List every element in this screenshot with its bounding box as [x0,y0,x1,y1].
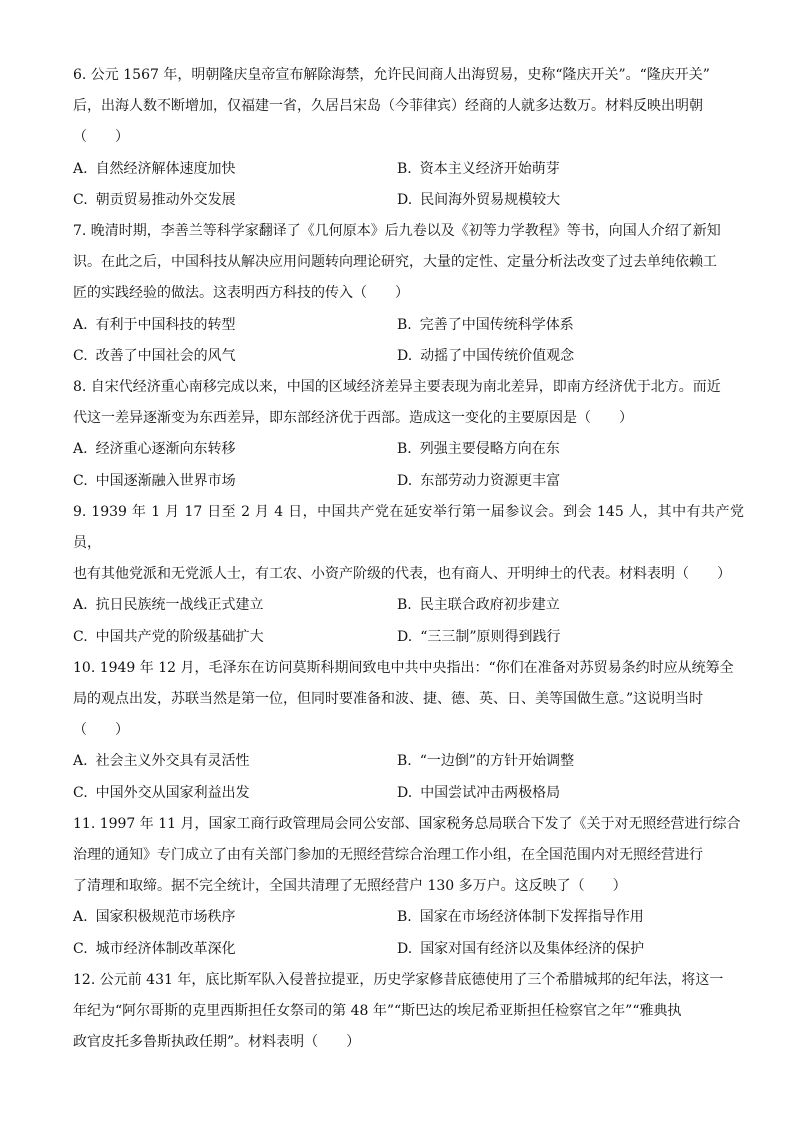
answer-option[interactable] [73,934,397,965]
option-text: 动摇了中国传统价值观念 [420,347,575,364]
answer-option[interactable] [397,778,744,809]
question-text-line: 也有其他党派和无党派人士，有工农、小资产阶级的代表，也有商人、开明绅士的代表。材料表明（ ） [73,566,731,583]
option-text: 自然经济解体速度加快 [95,160,236,177]
question-text-line: 8. 自宋代经济重心南移完成以来，中国的区域经济差异主要表现为南北差异，即南方经济优于北方。而近 [73,379,721,396]
option-text: “一边倒”的方针开始调整 [419,753,575,770]
question-block [73,372,744,497]
option-label: A. [73,909,88,926]
answer-option[interactable] [73,154,397,185]
option-label: D. [397,784,413,801]
answer-option[interactable] [73,902,397,933]
option-text: 有利于中国科技的转型 [95,316,236,333]
answer-option[interactable] [73,778,397,809]
answer-option[interactable] [73,746,397,777]
question-text-line: 后，出海人数不断增加，仅福建一省，久居吕宋岛（今菲律宾）经商的人就多达数万。材料反映出明朝 [73,98,703,115]
option-text: “三三制”原则得到践行 [420,628,561,645]
answer-option[interactable] [73,185,397,216]
options-grid [73,154,744,216]
question-text-line: 局的观点出发，苏联当然是第一位，但同时要准备和波、捷、德、英、日、美等国做生意。”这说明当时 [73,691,704,708]
option-text: 国家积极规范市场秩序 [95,909,236,926]
options-grid [73,746,744,808]
option-text: 中国共产党的阶级基础扩大 [95,628,264,645]
question-block [73,809,744,965]
question-text-line: 7. 晚清时期，李善兰等科学家翻译了《几何原本》后九卷以及《初等力学教程》等书，向国人介绍了新知 [73,223,721,240]
option-label: C. [73,191,88,208]
options-grid [73,310,744,372]
option-text: 改善了中国社会的风气 [95,347,236,364]
options-grid [73,590,744,652]
question-block [73,60,744,216]
question-text-line: （ ） [73,722,129,739]
option-label: A. [73,316,88,333]
answer-option[interactable] [73,434,397,465]
option-label: C. [73,347,88,364]
question-block [73,497,744,653]
option-label: D. [397,940,413,957]
option-label: B. [397,753,412,770]
option-text: 民间海外贸易规模较大 [420,191,561,208]
options-grid [73,434,744,496]
option-text: 完善了中国传统科学体系 [419,316,574,333]
answer-option[interactable] [397,434,744,465]
option-label: B. [397,160,412,177]
option-text: 社会主义外交具有灵活性 [95,753,250,770]
answer-option[interactable] [397,341,744,372]
option-label: A. [73,441,88,458]
option-text: 东部劳动力资源更丰富 [420,472,561,489]
question-text-line: 年纪为“阿尔哥斯的克里西斯担任女祭司的第 48 年”“斯巴达的埃尼希亚斯担任检察官之年”“雅典执 [73,1003,682,1020]
question-text-line: 匠的实践经验的做法。这表明西方科技的传入（ ） [73,285,409,302]
option-label: B. [397,316,412,333]
option-label: B. [397,597,412,614]
options-grid [73,902,744,964]
option-label: B. [397,441,412,458]
option-label: A. [73,753,88,770]
option-label: C. [73,940,88,957]
option-text: 中国外交从国家利益出发 [95,784,250,801]
question-text-line: 识。在此之后，中国科技从解决应用问题转向理论研究，大量的定性、定量分析法改变了过去单纯依赖工 [73,254,717,271]
answer-option[interactable] [73,622,397,653]
question-text-line: 9. 1939 年 1 月 17 日至 2 月 4 日，中国共产党在延安举行第一届参议会。到会 145 人，其中有共产党员， [73,503,744,552]
option-text: 朝贡贸易推动外交发展 [95,191,236,208]
option-label: A. [73,160,88,177]
answer-option[interactable] [397,310,744,341]
option-label: C. [73,784,88,801]
option-text: 城市经济体制改革深化 [95,940,236,957]
question-block [73,965,744,1059]
question-text-line: 了清理和取缔。据不完全统计，全国共清理了无照经营户 130 多万户。这反映了（ ） [73,878,627,895]
question-text-line: 6. 公元 1567 年，明朝隆庆皇帝宣布解除海禁，允许民间商人出海贸易，史称“隆庆开关”。“隆庆开关” [73,67,710,83]
answer-option[interactable] [397,154,744,185]
option-text: 国家在市场经济体制下发挥指导作用 [419,909,644,926]
answer-option[interactable] [397,185,744,216]
question-text-line: 10. 1949 年 12 月，毛泽东在访问莫斯科期间致电中共中央指出：“你们在准备对苏贸易条约时应从统筹全 [73,659,734,676]
option-label: A. [73,597,88,614]
answer-option[interactable] [397,590,744,621]
option-text: 列强主要侵略方向在东 [419,441,560,458]
question-block [73,216,744,372]
option-label: D. [397,347,413,364]
option-label: D. [397,191,413,208]
answer-option[interactable] [73,466,397,497]
option-text: 资本主义经济开始萌芽 [419,160,560,177]
option-text: 经济重心逐渐向东转移 [95,441,236,458]
question-text-line: （ ） [73,129,129,146]
answer-option[interactable] [397,934,744,965]
option-text: 国家对国有经济以及集体经济的保护 [420,940,645,957]
option-label: B. [397,909,412,926]
answer-option[interactable] [397,622,744,653]
option-text: 抗日民族统一战线正式建立 [95,597,264,614]
question-text-line: 政官皮托多鲁斯执政任期”。材料表明（ ） [73,1034,361,1051]
question-text-line: 12. 公元前 431 年，底比斯军队入侵普拉提亚，历史学家修昔底德使用了三个希腊城邦的纪年法，将这一 [73,971,724,988]
answer-option[interactable] [397,902,744,933]
option-label: D. [397,472,413,489]
question-text-line: 治理的通知》专门成立了由有关部门参加的无照经营综合治理工作小组，在全国范围内对无照经营进行 [73,847,703,864]
question-text-line: 11. 1997 年 11 月，国家工商行政管理局会同公安部、国家税务总局联合下发了《关于对无照经营进行综合 [73,815,741,832]
question-text-line: 代这一差异逐渐变为东西差异，即东部经济优于西部。造成这一变化的主要原因是（ ） [73,410,633,427]
answer-option[interactable] [73,310,397,341]
option-text: 中国尝试冲击两极格局 [420,784,561,801]
answer-option[interactable] [73,341,397,372]
answer-option[interactable] [397,746,744,777]
option-text: 民主联合政府初步建立 [419,597,560,614]
question-block [73,653,744,809]
option-text: 中国逐渐融入世界市场 [95,472,236,489]
option-label: C. [73,628,88,645]
answer-option[interactable] [73,590,397,621]
answer-option[interactable] [397,466,744,497]
option-label: C. [73,472,88,489]
option-label: D. [397,628,413,645]
